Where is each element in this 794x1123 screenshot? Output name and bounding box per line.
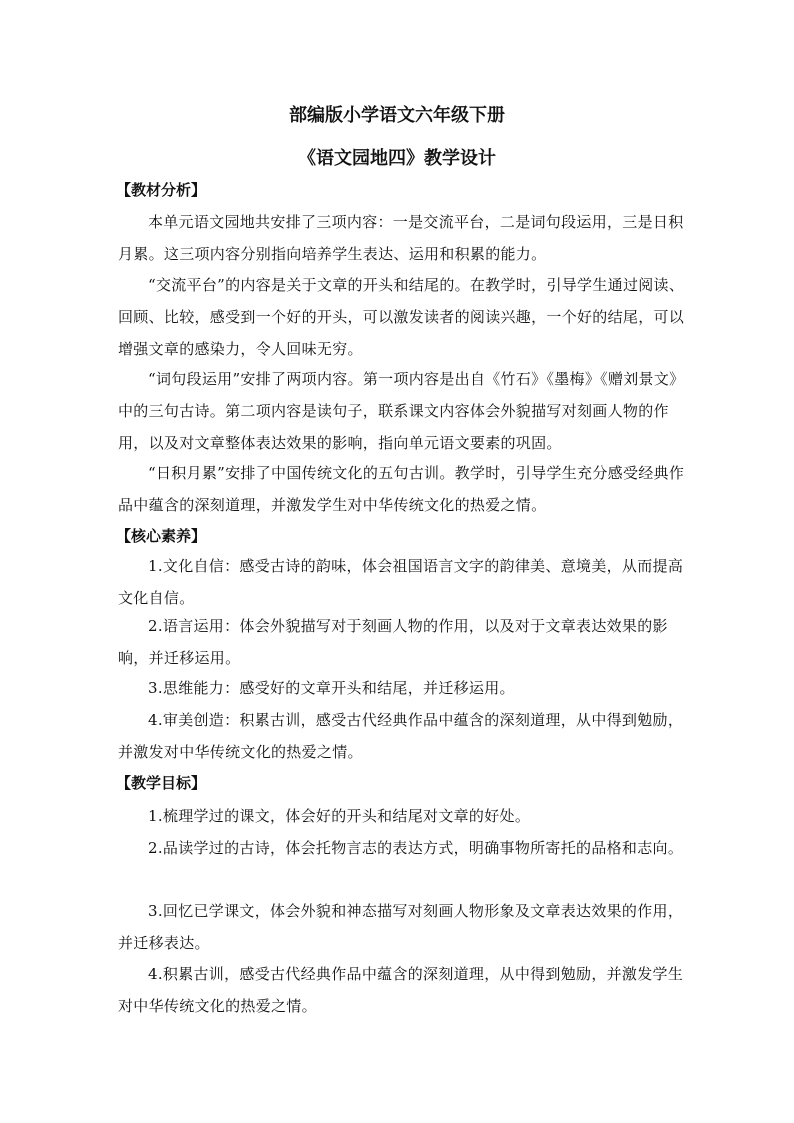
analysis-paragraph-2: “交流平台”的内容是关于文章的开头和结尾的。在教学时，引导学生通过阅读、回顾、比较，感受到一个好的开头，可以激发读者的阅读兴趣，一个好的结尾，可以增强文章的感染力，令人回味无穷。 [118, 276, 685, 358]
document-title-line1: 部编版小学语文六年级下册 [289, 105, 505, 126]
analysis-paragraph-3: “词句段运用”安排了两项内容。第一项内容是出自《竹石》《墨梅》《赠刘景文》中的三句古诗。第二项内容是读句子，联系课文内容体会外貌描写对刻画人物的作用，以及对文章整体表达效果的影响，指向单元语文要素的巩固。 [118, 370, 685, 452]
goal-item-3: 3.回忆已学课文，体会外貌和神态描写对刻画人物形象及文章表达效果的作用，并迁移表达。 [118, 902, 684, 952]
goal-item-1: 1.梳理学过的课文，体会好的开头和结尾对文章的好处。 [148, 807, 531, 825]
literacy-item-4: 4.审美创造：积累古训，感受古代经典作品中蕴含的深刻道理，从中得到勉励，并激发对中华传统文化的热爱之情。 [118, 711, 684, 761]
analysis-paragraph-1: 本单元语文园地共安排了三项内容：一是交流平台，二是词句段运用，三是日积月累。这三项内容分别指向培养学生表达、运用和积累的能力。 [118, 213, 684, 263]
section-heading-literacy: 【核心素养】 [116, 527, 207, 545]
goal-item-4: 4.积累古训，感受古代经典作品中蕴含的深刻道理，从中得到勉励，并激发学生对中华传统文化的热爱之情。 [118, 965, 684, 1015]
literacy-item-3: 3.思维能力：感受好的文章开头和结尾，并迁移运用。 [148, 679, 515, 697]
section-heading-analysis: 【教材分析】 [116, 181, 207, 199]
literacy-item-2: 2.语言运用：体会外貌描写对于刻画人物的作用，以及对于文章表达效果的影响，并迁移运用。 [118, 617, 668, 667]
goal-item-2: 2.品读学过的古诗，体会托物言志的表达方式，明确事物所寄托的品格和志向。 [148, 839, 684, 857]
section-heading-goals: 【教学目标】 [116, 774, 207, 792]
literacy-item-1: 1.文化自信：感受古诗的韵味，体会祖国语言文字的韵律美、意境美，从而提高文化自信。 [118, 557, 684, 607]
analysis-paragraph-4: “日积月累”安排了中国传统文化的五句古训。教学时，引导学生充分感受经典作品中蕴含的深刻道理，并激发学生对中华传统文化的热爱之情。 [118, 464, 685, 514]
document-title-line2: 《语文园地四》教学设计 [298, 148, 496, 169]
